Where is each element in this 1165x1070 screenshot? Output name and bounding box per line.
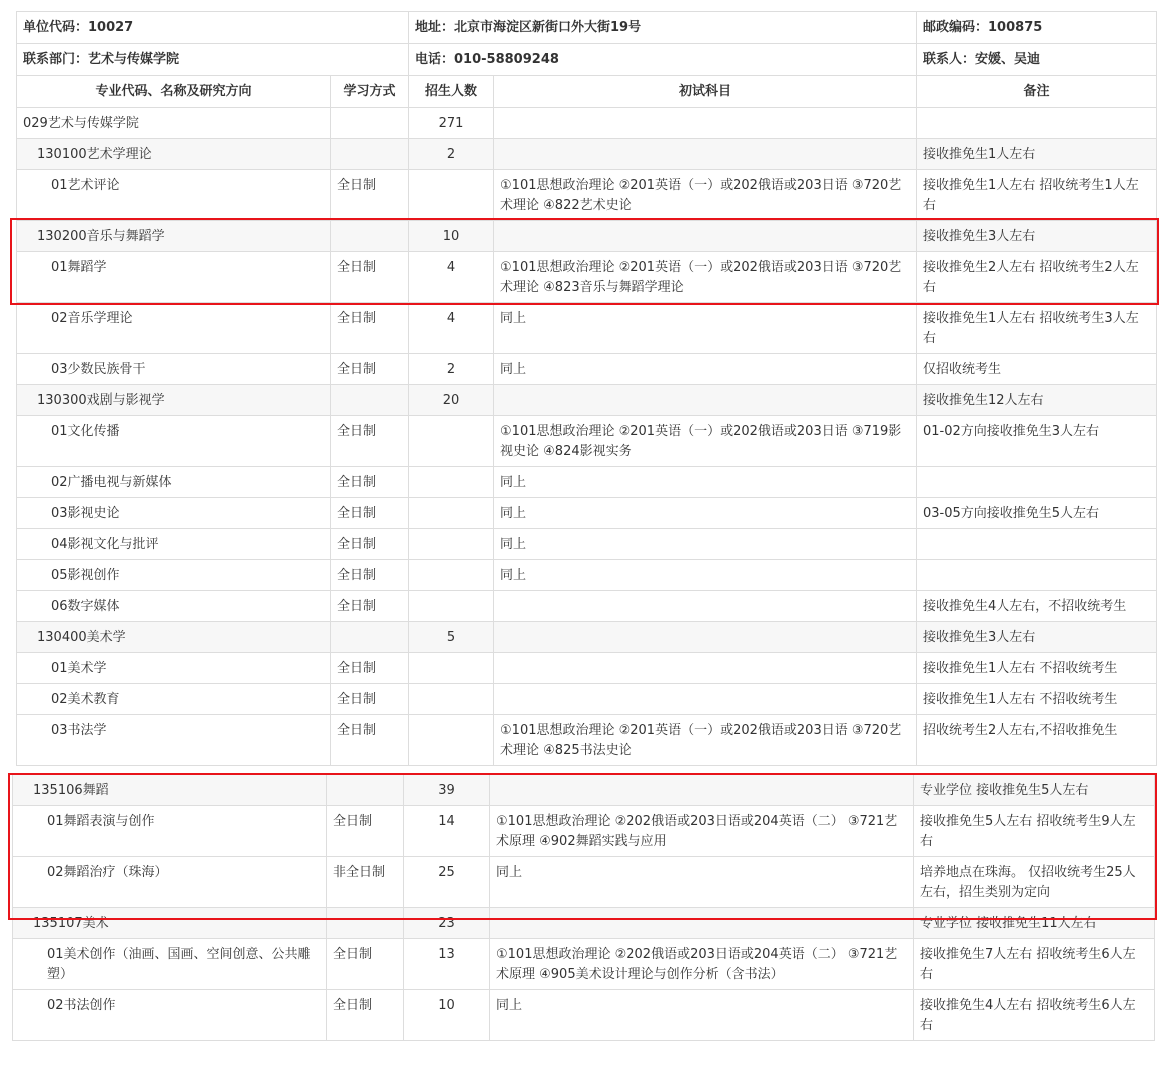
exam-subjects-cell: ①101思想政治理论 ②201英语（一）或202俄语或203日语 ③720艺术理论 ④823音乐与舞蹈学理论 xyxy=(494,252,917,303)
exam-subjects-cell xyxy=(490,775,914,806)
study-mode-cell: 全日制 xyxy=(331,498,409,529)
table-row xyxy=(13,806,1155,857)
column-header-note: 备注 xyxy=(917,76,1157,108)
enrollment-count-cell xyxy=(409,498,494,529)
enrollment-count-cell: 271 xyxy=(409,108,494,139)
column-header-row xyxy=(17,76,1157,108)
study-mode-cell xyxy=(327,775,404,806)
remark-cell: 仅招收统考生 xyxy=(917,354,1157,385)
table-row xyxy=(17,560,1157,591)
program-name-cell: 02美术教育 xyxy=(17,684,331,715)
table-row xyxy=(17,684,1157,715)
study-mode-cell: 全日制 xyxy=(331,653,409,684)
table-row xyxy=(17,715,1157,766)
program-table-top xyxy=(16,11,1157,766)
remark-cell: 专业学位 接收推免生11人左右 xyxy=(914,908,1155,939)
program-name-cell: 04影视文化与批评 xyxy=(17,529,331,560)
program-name-cell: 02书法创作 xyxy=(13,990,327,1041)
remark-cell xyxy=(917,467,1157,498)
program-name-cell: 01舞蹈表演与创作 xyxy=(13,806,327,857)
table-row xyxy=(13,990,1155,1041)
study-mode-cell: 全日制 xyxy=(331,715,409,766)
program-name-cell: 135107美术 xyxy=(13,908,327,939)
exam-subjects-cell: ①101思想政治理论 ②201英语（一）或202俄语或203日语 ③720艺术理论 ④825书法史论 xyxy=(494,715,917,766)
exam-subjects-cell xyxy=(494,221,917,252)
study-mode-cell: 全日制 xyxy=(331,354,409,385)
enrollment-count-cell: 2 xyxy=(409,139,494,170)
exam-subjects-cell xyxy=(494,108,917,139)
enrollment-count-cell: 2 xyxy=(409,354,494,385)
table-row xyxy=(17,221,1157,252)
exam-subjects-cell xyxy=(494,684,917,715)
study-mode-cell: 全日制 xyxy=(331,170,409,221)
info-row-2 xyxy=(17,44,1157,76)
enrollment-count-cell: 39 xyxy=(404,775,490,806)
program-name-cell: 05影视创作 xyxy=(17,560,331,591)
program-name-cell: 135106舞蹈 xyxy=(13,775,327,806)
remark-cell: 接收推免生1人左右 招收统考生3人左右 xyxy=(917,303,1157,354)
address: 地址：北京市海淀区新街口外大街19号 xyxy=(409,12,917,44)
study-mode-cell: 全日制 xyxy=(331,529,409,560)
enrollment-count-cell: 13 xyxy=(404,939,490,990)
program-name-cell: 130100艺术学理论 xyxy=(17,139,331,170)
exam-subjects-cell: 同上 xyxy=(494,529,917,560)
column-header-program: 专业代码、名称及研究方向 xyxy=(17,76,331,108)
enrollment-count-cell xyxy=(409,416,494,467)
enrollment-count-cell xyxy=(409,170,494,221)
remark-cell: 接收推免生5人左右 招收统考生9人左右 xyxy=(914,806,1155,857)
table-row xyxy=(13,908,1155,939)
exam-subjects-cell xyxy=(490,908,914,939)
study-mode-cell xyxy=(327,908,404,939)
remark-cell: 培养地点在珠海。 仅招收统考生25人左右，招生类别为定向 xyxy=(914,857,1155,908)
enrollment-count-cell xyxy=(409,560,494,591)
program-name-cell: 01舞蹈学 xyxy=(17,252,331,303)
exam-subjects-cell: ①101思想政治理论 ②201英语（一）或202俄语或203日语 ③719影视史论 ④824影视实务 xyxy=(494,416,917,467)
remark-cell: 接收推免生1人左右 不招收统考生 xyxy=(917,653,1157,684)
enrollment-count-cell: 14 xyxy=(404,806,490,857)
exam-subjects-cell xyxy=(494,591,917,622)
enrollment-count-cell xyxy=(409,715,494,766)
enrollment-count-cell: 25 xyxy=(404,857,490,908)
phone: 电话：010-58809248 xyxy=(409,44,917,76)
exam-subjects-cell: 同上 xyxy=(490,857,914,908)
exam-subjects-cell: 同上 xyxy=(494,467,917,498)
table-row xyxy=(17,303,1157,354)
program-name-cell: 03少数民族骨干 xyxy=(17,354,331,385)
exam-subjects-cell xyxy=(494,622,917,653)
table-row xyxy=(17,385,1157,416)
study-mode-cell: 全日制 xyxy=(331,560,409,591)
study-mode-cell: 全日制 xyxy=(331,252,409,303)
remark-cell: 接收推免生7人左右 招收统考生6人左右 xyxy=(914,939,1155,990)
exam-subjects-cell: ①101思想政治理论 ②201英语（一）或202俄语或203日语 ③720艺术理论 ④822艺术史论 xyxy=(494,170,917,221)
remark-cell: 接收推免生3人左右 xyxy=(917,622,1157,653)
program-table-bottom xyxy=(12,774,1155,1041)
remark-cell: 03-05方向接收推免生5人左右 xyxy=(917,498,1157,529)
column-header-count: 招生人数 xyxy=(409,76,494,108)
study-mode-cell: 全日制 xyxy=(331,303,409,354)
study-mode-cell: 全日制 xyxy=(331,416,409,467)
remark-cell: 01-02方向接收推免生3人左右 xyxy=(917,416,1157,467)
table-row xyxy=(17,416,1157,467)
remark-cell xyxy=(917,560,1157,591)
program-name-cell: 01美术创作（油画、国画、空间创意、公共雕塑） xyxy=(13,939,327,990)
table-row xyxy=(13,857,1155,908)
remark-cell: 招收统考生2人左右,不招收推免生 xyxy=(917,715,1157,766)
study-mode-cell xyxy=(331,108,409,139)
study-mode-cell: 非全日制 xyxy=(327,857,404,908)
table-row xyxy=(17,467,1157,498)
table-row xyxy=(13,775,1155,806)
study-mode-cell xyxy=(331,221,409,252)
enrollment-count-cell: 20 xyxy=(409,385,494,416)
exam-subjects-cell: 同上 xyxy=(490,990,914,1041)
table-row xyxy=(17,591,1157,622)
enrollment-count-cell: 5 xyxy=(409,622,494,653)
study-mode-cell: 全日制 xyxy=(331,591,409,622)
program-name-cell: 130400美术学 xyxy=(17,622,331,653)
enrollment-count-cell: 10 xyxy=(404,990,490,1041)
remark-cell: 接收推免生4人左右，不招收统考生 xyxy=(917,591,1157,622)
enrollment-count-cell xyxy=(409,591,494,622)
exam-subjects-cell xyxy=(494,653,917,684)
remark-cell: 接收推免生1人左右 招收统考生1人左右 xyxy=(917,170,1157,221)
table-row xyxy=(17,498,1157,529)
study-mode-cell: 全日制 xyxy=(327,939,404,990)
enrollment-count-cell: 10 xyxy=(409,221,494,252)
exam-subjects-cell: 同上 xyxy=(494,303,917,354)
study-mode-cell: 全日制 xyxy=(327,990,404,1041)
program-name-cell: 02音乐学理论 xyxy=(17,303,331,354)
study-mode-cell xyxy=(331,139,409,170)
postal-code: 邮政编码：100875 xyxy=(917,12,1157,44)
remark-cell: 接收推免生1人左右 不招收统考生 xyxy=(917,684,1157,715)
program-name-cell: 130200音乐与舞蹈学 xyxy=(17,221,331,252)
remark-cell: 接收推免生12人左右 xyxy=(917,385,1157,416)
remark-cell xyxy=(917,529,1157,560)
unit-code: 单位代码：10027 xyxy=(17,12,409,44)
enrollment-count-cell: 4 xyxy=(409,303,494,354)
program-name-cell: 03书法学 xyxy=(17,715,331,766)
contact: 联系人：安媛、吴迪 xyxy=(917,44,1157,76)
table-row xyxy=(17,170,1157,221)
program-name-cell: 02广播电视与新媒体 xyxy=(17,467,331,498)
remark-cell xyxy=(917,108,1157,139)
department: 联系部门：艺术与传媒学院 xyxy=(17,44,409,76)
enrollment-count-cell xyxy=(409,653,494,684)
table-row xyxy=(17,653,1157,684)
table-row xyxy=(17,622,1157,653)
exam-subjects-cell: ①101思想政治理论 ②202俄语或203日语或204英语（二） ③721艺术原理 ④905美术设计理论与创作分析（含书法） xyxy=(490,939,914,990)
program-name-cell: 02舞蹈治疗（珠海） xyxy=(13,857,327,908)
info-row-1 xyxy=(17,12,1157,44)
table-row xyxy=(17,252,1157,303)
exam-subjects-cell: 同上 xyxy=(494,354,917,385)
program-name-cell: 01艺术评论 xyxy=(17,170,331,221)
exam-subjects-cell: 同上 xyxy=(494,498,917,529)
table-row xyxy=(13,939,1155,990)
study-mode-cell: 全日制 xyxy=(331,467,409,498)
study-mode-cell: 全日制 xyxy=(331,684,409,715)
program-name-cell: 03影视史论 xyxy=(17,498,331,529)
study-mode-cell xyxy=(331,622,409,653)
study-mode-cell: 全日制 xyxy=(327,806,404,857)
table-row xyxy=(17,108,1157,139)
remark-cell: 接收推免生1人左右 xyxy=(917,139,1157,170)
exam-subjects-cell xyxy=(494,139,917,170)
remark-cell: 接收推免生2人左右 招收统考生2人左右 xyxy=(917,252,1157,303)
column-header-mode: 学习方式 xyxy=(331,76,409,108)
table-row xyxy=(17,139,1157,170)
exam-subjects-cell xyxy=(494,385,917,416)
enrollment-count-cell xyxy=(409,684,494,715)
exam-subjects-cell: ①101思想政治理论 ②202俄语或203日语或204英语（二） ③721艺术原理 ④902舞蹈实践与应用 xyxy=(490,806,914,857)
study-mode-cell xyxy=(331,385,409,416)
program-name-cell: 01美术学 xyxy=(17,653,331,684)
program-name-cell: 01文化传播 xyxy=(17,416,331,467)
program-name-cell: 06数字媒体 xyxy=(17,591,331,622)
enrollment-count-cell xyxy=(409,529,494,560)
enrollment-count-cell: 4 xyxy=(409,252,494,303)
enrollment-count-cell xyxy=(409,467,494,498)
enrollment-count-cell: 23 xyxy=(404,908,490,939)
exam-subjects-cell: 同上 xyxy=(494,560,917,591)
remark-cell: 接收推免生3人左右 xyxy=(917,221,1157,252)
remark-cell: 接收推免生4人左右 招收统考生6人左右 xyxy=(914,990,1155,1041)
column-header-subjects: 初试科目 xyxy=(494,76,917,108)
program-name-cell: 029艺术与传媒学院 xyxy=(17,108,331,139)
table-row xyxy=(17,529,1157,560)
table-row xyxy=(17,354,1157,385)
remark-cell: 专业学位 接收推免生5人左右 xyxy=(914,775,1155,806)
program-name-cell: 130300戏剧与影视学 xyxy=(17,385,331,416)
